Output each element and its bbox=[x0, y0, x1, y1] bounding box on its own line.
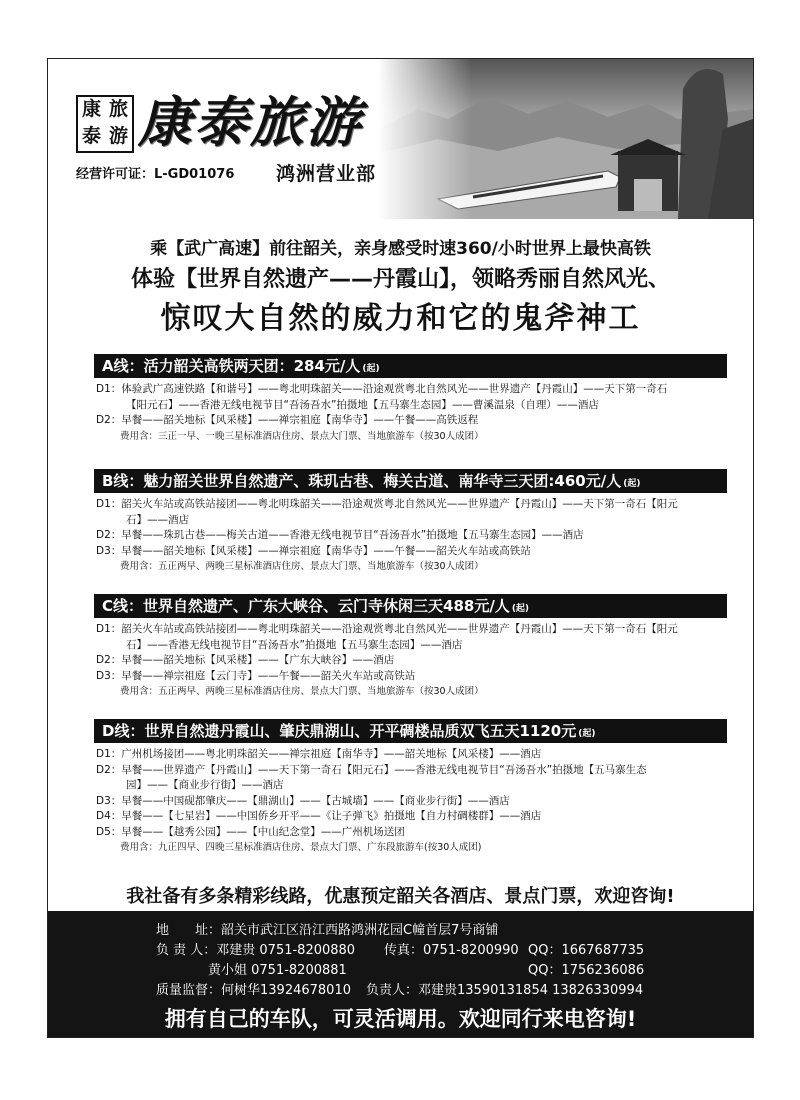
route-b-title-bar bbox=[94, 469, 727, 493]
fee-note: 费用含：五正两早、两晚三星标准酒店住房、景点大门票、当地旅游车（按30人成团） bbox=[120, 686, 484, 697]
itinerary-line: D3：早餐——韶关地标【风采楼】——禅宗祖庭【南华寺】——午餐——韶关火车站或高铁站 bbox=[96, 544, 531, 557]
route-title: D线：世界自然遗丹霞山、肇庆鼎湖山、开平碉楼品质双飞五天1120元 bbox=[102, 722, 577, 740]
itinerary-line: D4：早餐——【七星岩】——中国侨乡开平——《让子弹飞》拍摄地【自力村碉楼群】——酒店 bbox=[96, 810, 542, 822]
itinerary-line: D2：早餐——珠玑古巷——梅关古道——香港无线电视节目“吾汤吾水”拍摄地【五马寨生态园】——酒店 bbox=[96, 529, 584, 541]
headline-line-3: 惊叹大自然的威力和它的鬼斧神工 bbox=[160, 301, 641, 336]
itinerary-line: D3：早餐——中国砚都肇庆——【鼎湖山】——【古城墙】——【商业步行街】——酒店 bbox=[96, 794, 510, 807]
flyer-sheet bbox=[47, 58, 754, 1038]
price-from-tag: (起) bbox=[511, 604, 530, 614]
logo-char: 旅 bbox=[108, 98, 128, 120]
fee-note: 费用含：三正一早、一晚三星标准酒店住房、景点大门票、当地旅游车（按30人成团） bbox=[120, 430, 484, 442]
logo-char: 游 bbox=[108, 125, 128, 147]
contact-person: 黄小姐 0751-8200881 bbox=[208, 963, 347, 978]
quality-supervision: 质量监督：何树华13924678010 bbox=[156, 983, 351, 998]
logo-char: 康 bbox=[81, 98, 101, 120]
price-from-tag: (起) bbox=[623, 479, 641, 489]
fax-number: 传真：0751-8200990 bbox=[384, 943, 519, 958]
manager-contact: 负责人：邓建贵13590131854 13826330994 bbox=[366, 983, 644, 998]
route-a-itinerary bbox=[96, 382, 732, 444]
route-title: C线：世界自然遗产、广东大峡谷、云门寺休闲三天488元/人 bbox=[102, 597, 510, 615]
itinerary-line: 石】——香港无线电视节目“吾汤吾水”拍摄地【五马寨生态园】——酒店 bbox=[126, 638, 463, 651]
itinerary-line: 园】——【商业步行街】——酒店 bbox=[126, 779, 284, 791]
contact-footer bbox=[48, 911, 753, 1037]
branch-name: 鸿洲营业部 bbox=[276, 163, 377, 185]
route-c-title-bar bbox=[94, 594, 727, 618]
address: 地 址：韶关市武江区沿江西路鸿洲花园C幢首层7号商铺 bbox=[156, 923, 499, 938]
itinerary-line: D1：韶关火车站或高铁站接团——粤北明珠韶关——沿途观赏粤北自然风光——世界遗产【丹霞山】——天下第一奇石【阳元 bbox=[96, 498, 678, 510]
fee-note: 费用含：九正四早、四晚三星标准酒店住房、景点大门票、广东段旅游车(按30人成团) bbox=[120, 842, 482, 853]
route-d-title-bar bbox=[94, 719, 727, 743]
itinerary-line: 石】——酒店 bbox=[126, 513, 189, 526]
route-c-itinerary bbox=[96, 622, 732, 700]
price-from-tag: (起) bbox=[578, 729, 596, 739]
logo-char: 泰 bbox=[81, 125, 101, 147]
footer-cta: 拥有自己的车队，可灵活调用。欢迎同行来电咨询! bbox=[164, 1007, 637, 1031]
itinerary-line: D1：广州机场接团——粤北明珠韶关——禅宗祖庭【南华寺】——韶关地标【风采楼】——酒店 bbox=[96, 748, 542, 760]
license-number: 经营许可证：L-GD01076 bbox=[76, 167, 235, 182]
scenery-image bbox=[378, 59, 753, 219]
itinerary-line: D1：韶关火车站或高铁站接团——粤北明珠韶关——沿途观赏粤北自然风光——世界遗产【丹霞山】——天下第一奇石【阳元 bbox=[96, 623, 678, 635]
promo-line: 我社备有多条精彩线路，优惠预定韶关各酒店、景点门票，欢迎咨询! bbox=[126, 886, 675, 907]
route-d-itinerary bbox=[96, 747, 732, 856]
qq-number: QQ：1756236086 bbox=[528, 963, 645, 978]
headline-line-1: 乘【武广高速】前往韶关，亲身感受时速360/小时世界上最快高铁 bbox=[150, 239, 651, 259]
itinerary-line: D2：早餐——韶关地标【风采楼】——禅宗祖庭【南华寺】——午餐——高铁返程 bbox=[96, 414, 479, 426]
itinerary-line: D3：早餐——禅宗祖庭【云门寺】——午餐——韶关火车站或高铁站 bbox=[96, 669, 416, 682]
logo-mark bbox=[76, 95, 134, 153]
route-b-itinerary bbox=[96, 497, 732, 575]
route-title: B线：魅力韶关世界自然遗产、珠玑古巷、梅关古道、南华寺三天团:460元/人 bbox=[102, 472, 622, 490]
contact-person: 负 责 人：邓建贵 0751-8200880 bbox=[156, 943, 356, 958]
headline-line-2: 体验【世界自然遗产——丹霞山】，领略秀丽自然风光、 bbox=[130, 267, 670, 292]
itinerary-line: 【阳元石】——香港无线电视节目“吾汤吾水”拍摄地【五马寨生态园】——曹溪温泉（自理）——酒店 bbox=[126, 398, 599, 411]
route-a-title-bar bbox=[94, 354, 727, 378]
flyer-header bbox=[48, 59, 753, 219]
itinerary-line: D5：早餐——【越秀公园】——【中山纪念堂】——广州机场送团 bbox=[96, 825, 405, 838]
itinerary-line: D2：早餐——韶关地标【风采楼】——【广东大峡谷】——酒店 bbox=[96, 654, 395, 666]
fee-note: 费用含：五正两早、两晚三星标准酒店住房、景点大门票、当地旅游车（按30人成团） bbox=[120, 561, 484, 572]
route-title: A线：活力韶关高铁两天团：284元/人 bbox=[102, 357, 361, 375]
itinerary-line: D1：体验武广高速铁路【和谐号】——粤北明珠韶关——沿途观赏粤北自然风光——世界遗产【丹霞山】——天下第一奇石 bbox=[96, 383, 668, 395]
qq-number: QQ：1667687735 bbox=[528, 943, 645, 958]
itinerary-line: D2：早餐——世界遗产【丹霞山】——天下第一奇石【阳元石】——香港无线电视节目“吾汤吾水”拍摄地【五马寨生态 bbox=[96, 763, 647, 776]
price-from-tag: (起) bbox=[362, 364, 380, 374]
brand-name: 康泰旅游 bbox=[138, 90, 362, 154]
